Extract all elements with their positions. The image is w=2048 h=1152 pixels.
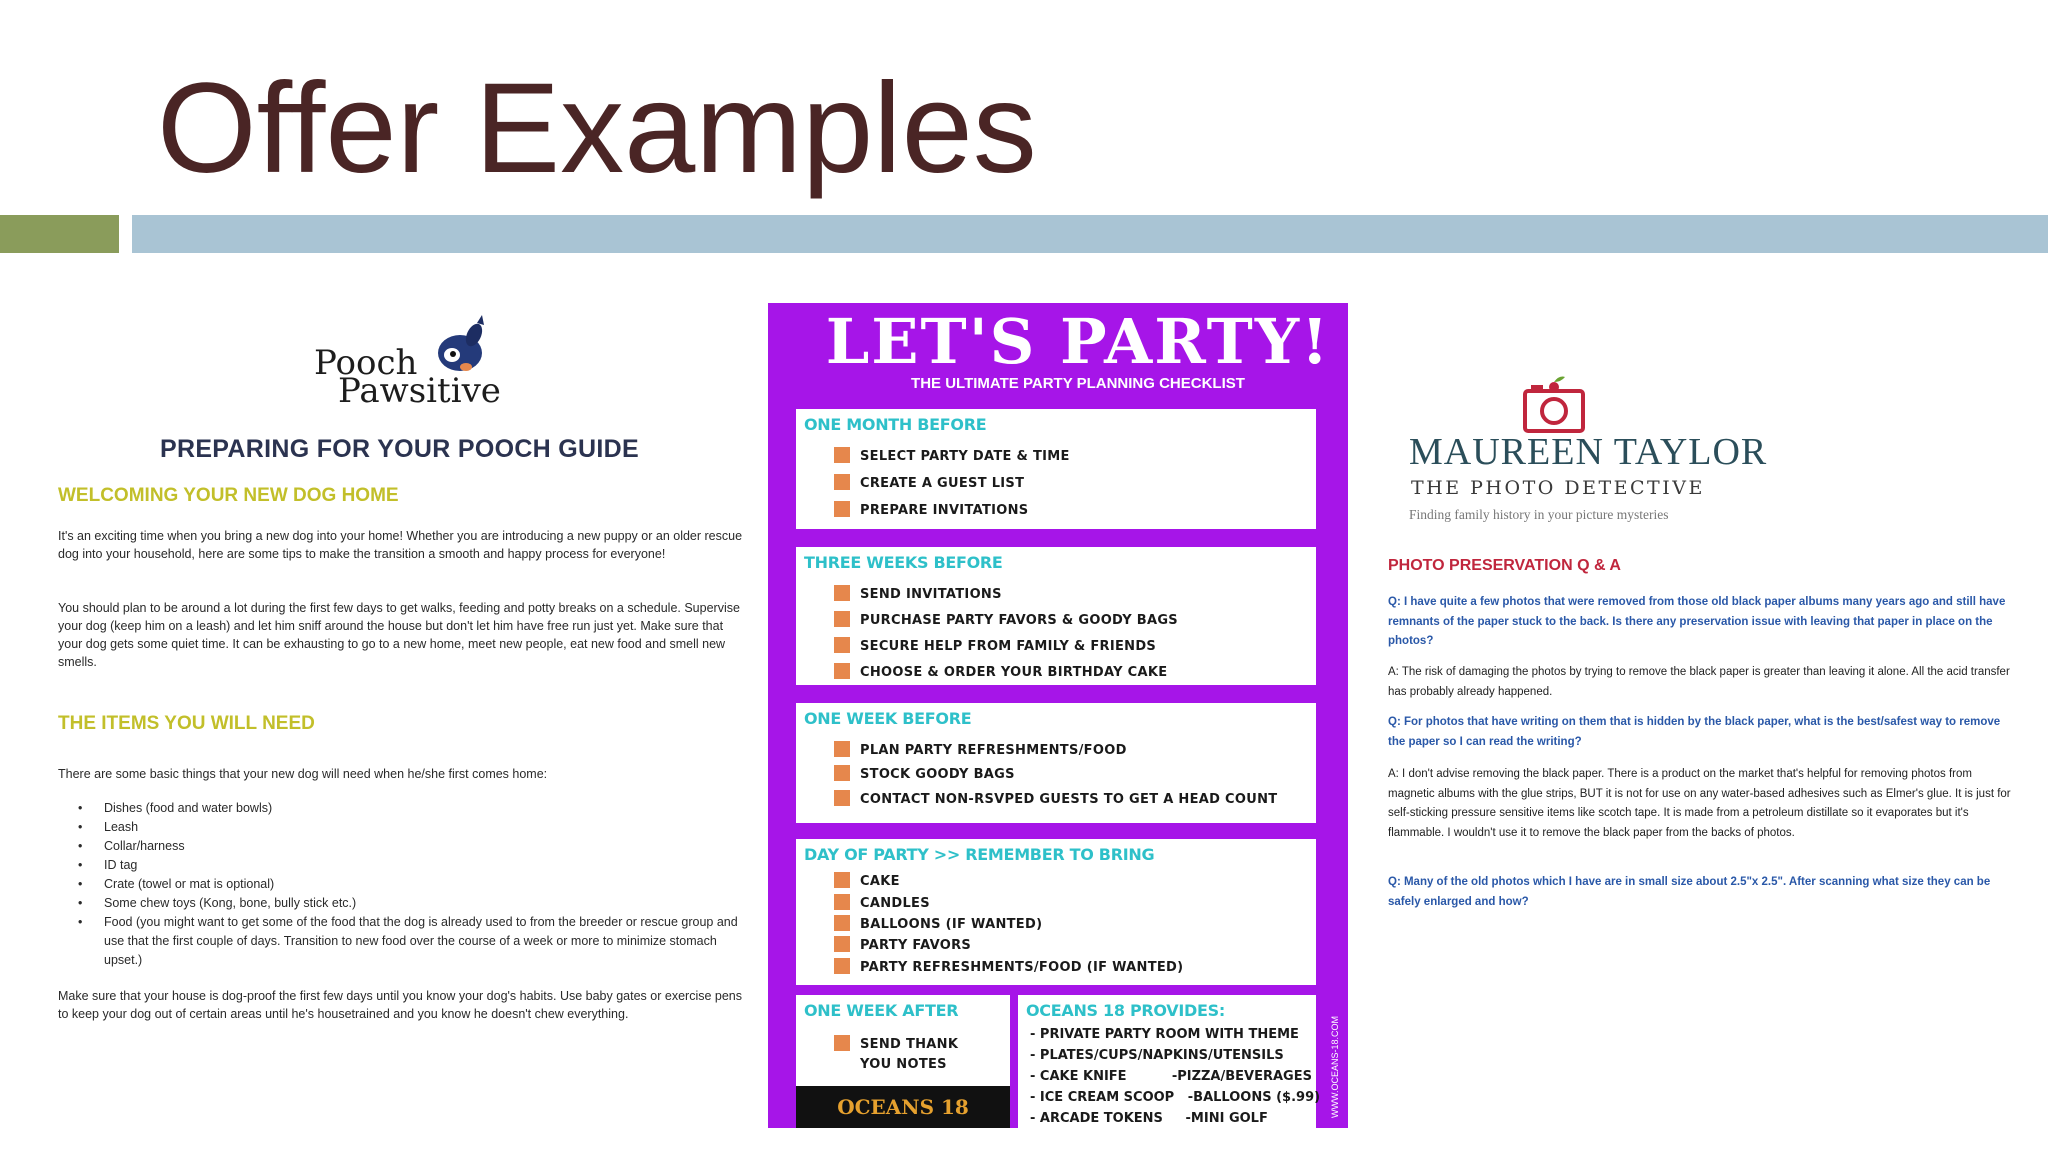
accent-bar-blue (132, 215, 2048, 253)
checklist-item: SELECT PARTY DATE & TIME (834, 447, 1070, 464)
provides-line: - PLATES/CUPS/NAPKINS/UTENSILS (1030, 1048, 1284, 1063)
section-heading-items: THE ITEMS YOU WILL NEED (58, 713, 315, 734)
photo-detective-document (1385, 365, 2015, 925)
section-header: ONE WEEK AFTER (804, 1001, 959, 1020)
checkbox-icon (834, 611, 850, 627)
section-one-week-before (796, 703, 1316, 823)
checklist-item: CANDLES (834, 894, 930, 911)
checkbox-icon (834, 741, 850, 757)
section-header: DAY OF PARTY >> REMEMBER TO BRING (804, 845, 1155, 864)
brand-tagline: Finding family history in your picture mysteries (1409, 507, 1669, 522)
camera-icon (1519, 373, 1589, 437)
party-title: LET'S PARTY! (825, 305, 1331, 378)
party-subtitle: THE ULTIMATE PARTY PLANNING CHECKLIST (911, 375, 1245, 392)
checkbox-icon (834, 637, 850, 653)
checklist-item: PLAN PARTY REFRESHMENTS/FOOD (834, 741, 1127, 758)
checklist-item: CREATE A GUEST LIST (834, 474, 1024, 491)
list-item: • Food (you might want to get some of the food that the dog is already used to from the breeder or rescue group and use that the first couple of days. Transition to new food over the course of a week or more to minimize stomach upset.) (58, 913, 738, 970)
slide-title: Offer Examples (157, 57, 1037, 200)
checklist-item-continued: YOU NOTES (860, 1057, 947, 1072)
logo-line2: Pawsitive (338, 371, 501, 411)
pooch-pawsitive-logo (314, 313, 534, 413)
section-oceans-provides (1018, 995, 1321, 1128)
checklist-item: STOCK GOODY BAGS (834, 765, 1015, 782)
list-item: • ID tag (58, 856, 738, 875)
checkbox-icon (834, 501, 850, 517)
list-item: • Some chew toys (Kong, bone, bully stick etc.) (58, 894, 738, 913)
question-3: Q: Many of the old photos which I have are in small size about 2.5"x 2.5". After scanning what size they can be safely enlarged and how? (1388, 876, 1991, 908)
oceans-18-logo: OCEANS 18 (796, 1086, 1010, 1128)
provides-line: - CAKE KNIFE -PIZZA/BEVERAGES (1030, 1069, 1312, 1084)
question-2: Q: For photos that have writing on them that is hidden by the black paper, what is the best/safest way to remove the paper so I can read the writing? (1388, 716, 2001, 748)
checklist-item: CONTACT NON-RSVPED GUESTS TO GET A HEAD COUNT (834, 790, 1277, 807)
checklist-item: PREPARE INVITATIONS (834, 501, 1028, 518)
party-checklist-document (768, 303, 1348, 1128)
checklist-item: CAKE (834, 872, 900, 889)
brand-subtitle: THE PHOTO DETECTIVE (1411, 477, 1705, 499)
checkbox-icon (834, 474, 850, 490)
pooch-guide-document (44, 305, 744, 1085)
logo-line1: Pooch (314, 343, 418, 383)
checkbox-icon (834, 872, 850, 888)
list-item: • Crate (towel or mat is optional) (58, 875, 738, 894)
checkbox-icon (834, 958, 850, 974)
checklist-item: PURCHASE PARTY FAVORS & GOODY BAGS (834, 611, 1178, 628)
section-header: THREE WEEKS BEFORE (804, 553, 1003, 572)
checkbox-icon (834, 585, 850, 601)
checkbox-icon (834, 790, 850, 806)
qa-title: PHOTO PRESERVATION Q & A (1388, 557, 1621, 574)
provides-line: - PRIVATE PARTY ROOM WITH THEME (1030, 1027, 1299, 1042)
checklist-item: CHOOSE & ORDER YOUR BIRTHDAY CAKE (834, 663, 1167, 680)
checkbox-icon (834, 663, 850, 679)
section-one-month-before (796, 409, 1316, 529)
website-url: WWW.OCEANS-18.COM (1330, 1015, 1340, 1118)
section-header: OCEANS 18 PROVIDES: (1026, 1001, 1225, 1020)
section-day-of-party (796, 839, 1316, 985)
checkbox-icon (834, 765, 850, 781)
list-item: • Dishes (food and water bowls) (58, 799, 738, 818)
checklist-item: PARTY REFRESHMENTS/FOOD (IF WANTED) (834, 958, 1183, 975)
paragraph-first-days: You should plan to be around a lot during the first few days to get walks, feeding and potty breaks on a schedule. Supervise your dog (keep him on a leash) and let him sniff around the house but don't let him have free run just yet. Make sure that your dog gets some quiet time. It can be exhausting to go to a new home, meet new people, eat new food and smell new smells. (58, 601, 740, 669)
brand-name: MAUREEN TAYLOR (1409, 431, 1768, 473)
paragraph-intro: It's an exciting time when you bring a new dog into your home! Whether you are introducing a new puppy or an older rescue dog into your household, here are some tips to make the transition a smooth and happy process for everyone! (58, 529, 743, 561)
provides-line: - ICE CREAM SCOOP -BALLOONS ($.99) (1030, 1090, 1321, 1105)
needed-items-list (58, 799, 738, 970)
provides-line: - ARCADE TOKENS -MINI GOLF (1030, 1111, 1268, 1126)
checkbox-icon (834, 936, 850, 952)
accent-bar-green (0, 215, 119, 253)
section-one-week-after (796, 995, 1010, 1128)
checkbox-icon (834, 915, 850, 931)
guide-title: PREPARING FOR YOUR POOCH GUIDE (160, 435, 639, 463)
checklist-item: BALLOONS (IF WANTED) (834, 915, 1042, 932)
checklist-item: SECURE HELP FROM FAMILY & FRIENDS (834, 637, 1156, 654)
checklist-item: PARTY FAVORS (834, 936, 971, 953)
checkbox-icon (834, 1035, 850, 1051)
question-1: Q: I have quite a few photos that were removed from those old black paper albums many years ago and still have remnants of the paper stuck to the back. Is there any preservation issue with leaving that paper in place on the photos? (1388, 596, 2006, 647)
answer-2: A: I don't advise removing the black paper. There is a product on the market that's helpful for removing photos from magnetic albums with the glue strips, BUT it is not for use on any water-based adhesives such as Elmer's glue. It is just for self-sticking pressure sensitive items like scotch tape. It is made from a petroleum distillate so it evaporates but it's flammable. I wouldn't use it to remove the black paper from the backs of photos. (1388, 768, 2011, 839)
section-three-weeks-before (796, 547, 1316, 685)
checklist-item: SEND THANK (834, 1035, 958, 1052)
list-item: • Collar/harness (58, 837, 738, 856)
checklist-item: SEND INVITATIONS (834, 585, 1002, 602)
section-heading-welcome: WELCOMING YOUR NEW DOG HOME (58, 485, 399, 506)
checkbox-icon (834, 894, 850, 910)
list-item: • Leash (58, 818, 738, 837)
section-header: ONE WEEK BEFORE (804, 709, 972, 728)
paragraph-basic-things: There are some basic things that your new dog will need when he/she first comes home: (58, 767, 548, 781)
answer-1: A: The risk of damaging the photos by trying to remove the black paper is greater than leaving it alone. All the acid transfer has probably already happened. (1388, 666, 2010, 698)
section-header: ONE MONTH BEFORE (804, 415, 987, 434)
checkbox-icon (834, 447, 850, 463)
paragraph-dog-proof: Make sure that your house is dog-proof the first few days until you know your dog's habits. Use baby gates or exercise pens to keep your dog out of certain areas until he's housetrained and you know he doesn't chew everything. (58, 989, 742, 1021)
